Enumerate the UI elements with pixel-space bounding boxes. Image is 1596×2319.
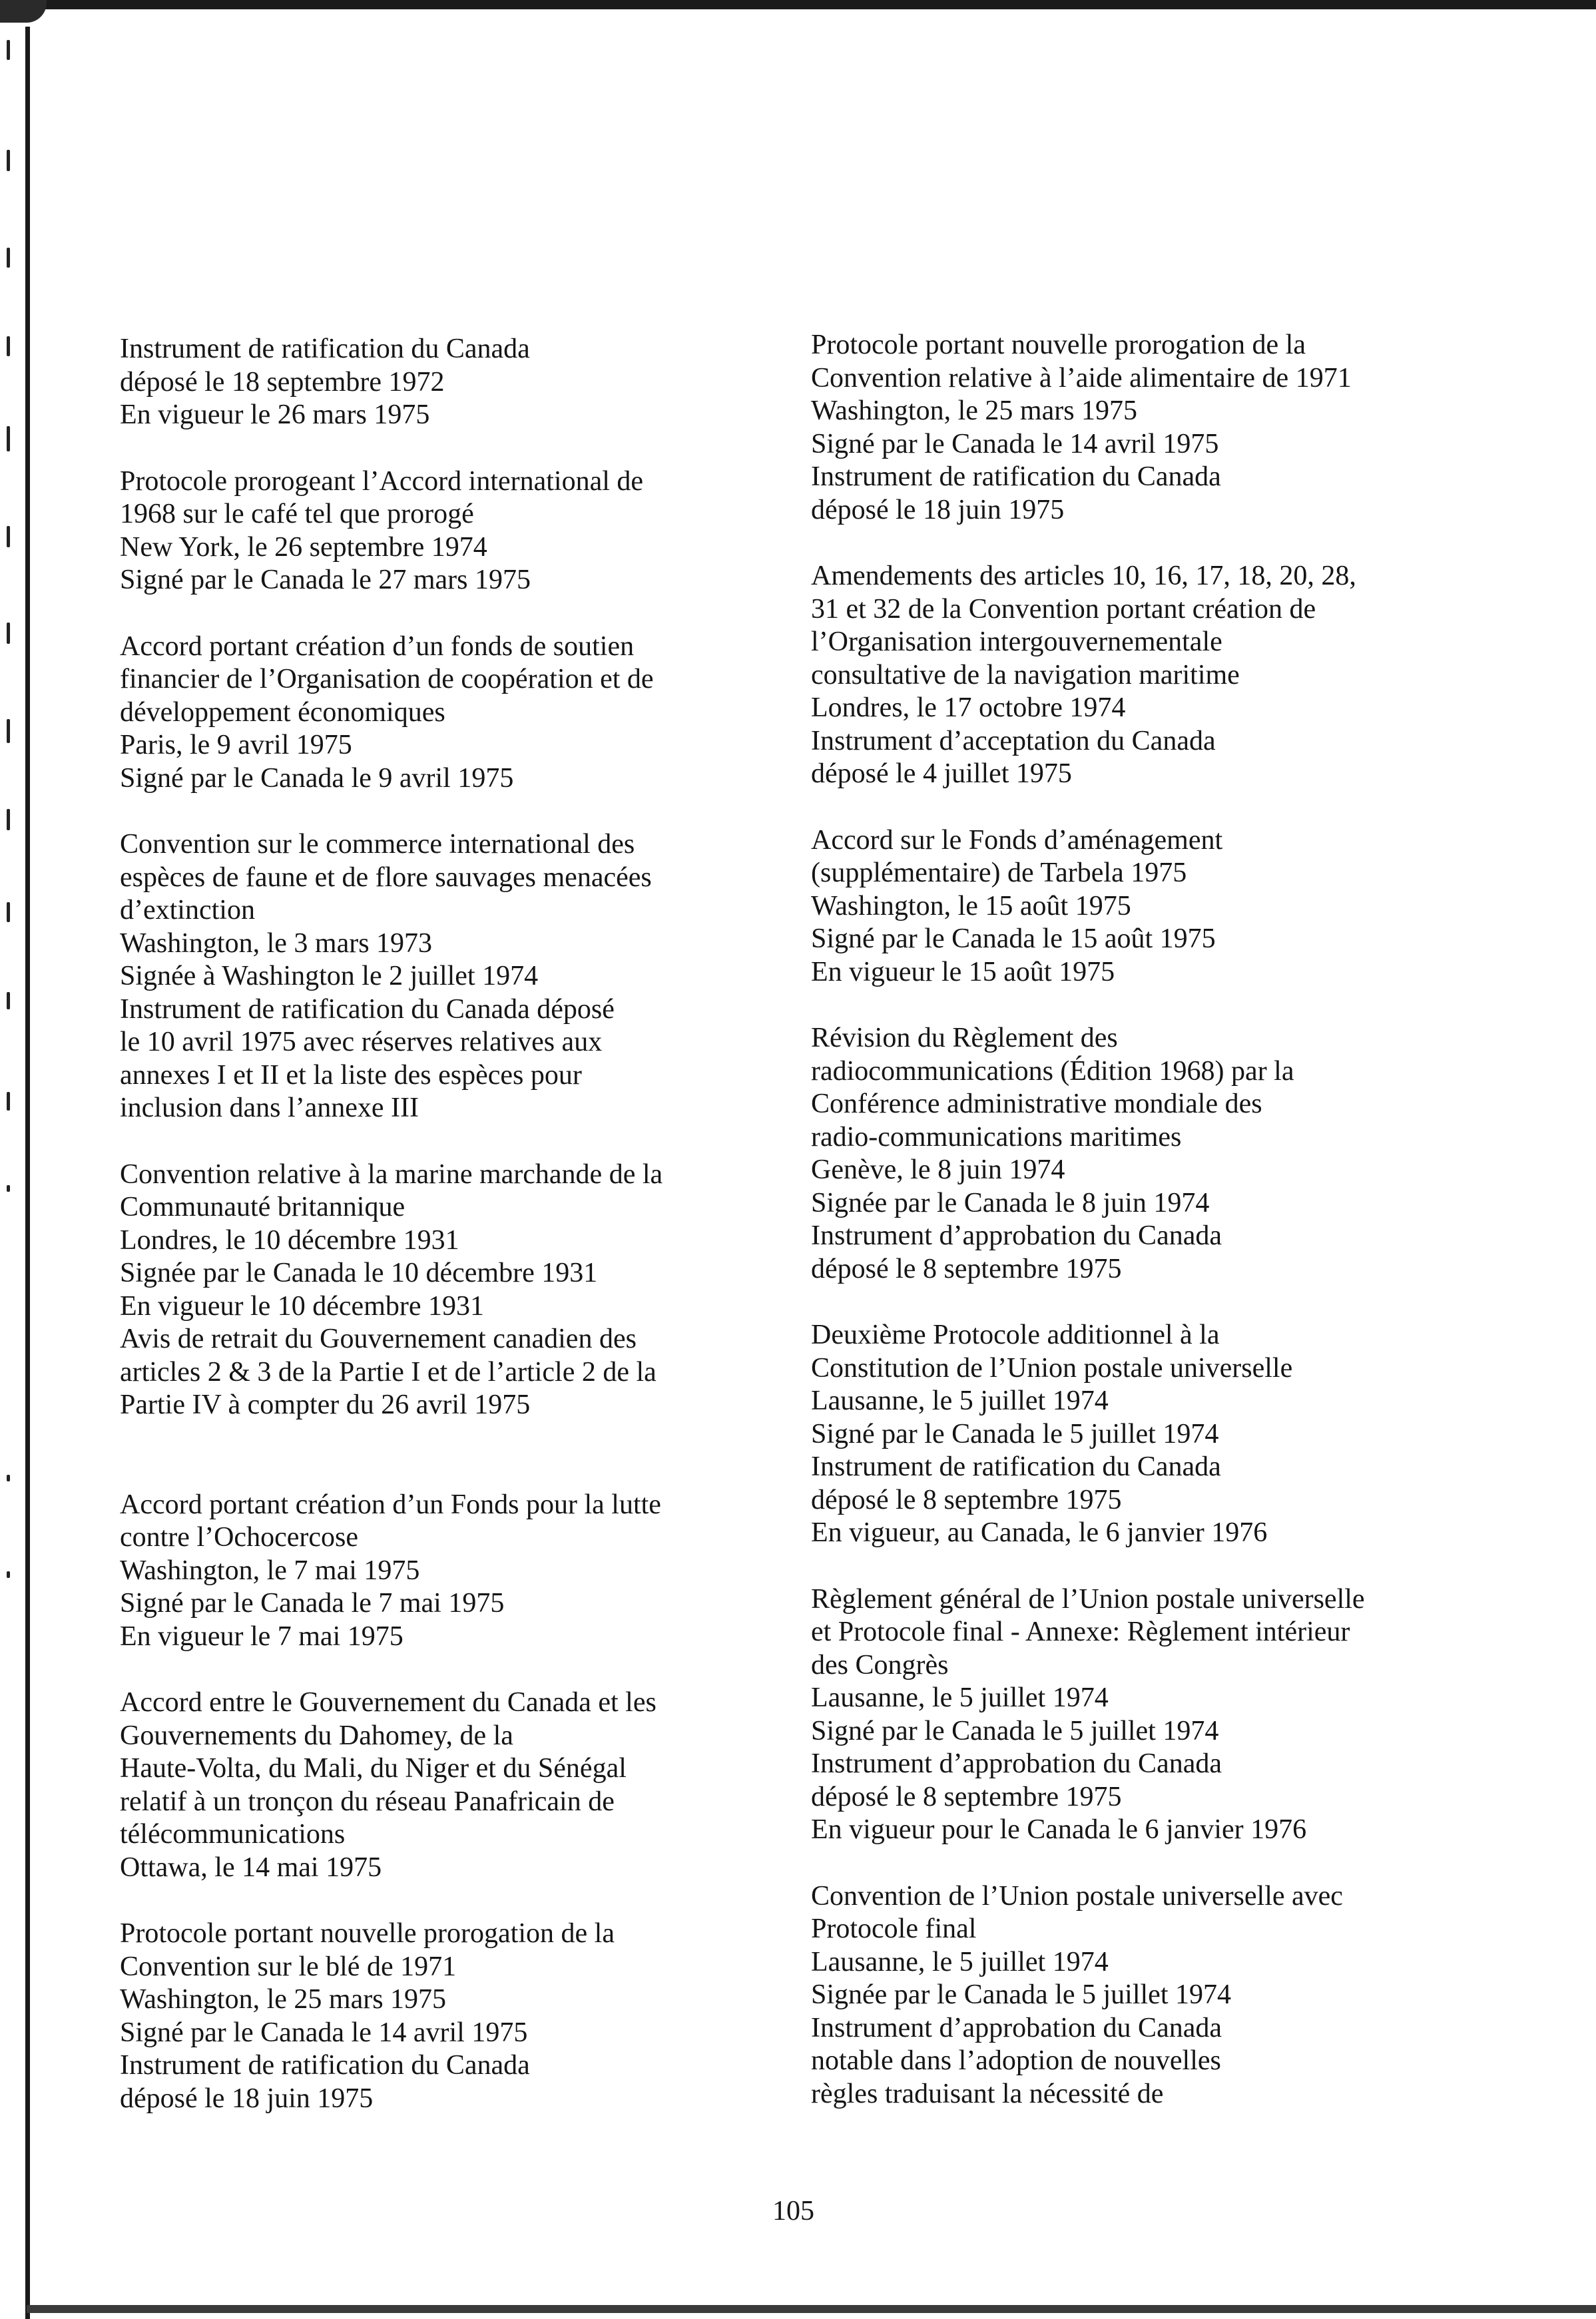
entry-line: Amendements des articles 10, 16, 17, 18, 20, 28, — [811, 561, 1356, 591]
entry-line: consultative de la navigation maritime — [811, 659, 1240, 690]
entry-line: Lausanne, le 5 juillet 1974 — [811, 1682, 1109, 1713]
treaty-entry — [811, 824, 1530, 989]
treaty-entry — [120, 333, 786, 432]
entry-line: Signée par le Canada le 10 décembre 1931 — [120, 1258, 598, 1288]
entry-line: 1968 sur le café tel que prorogé — [120, 499, 474, 529]
treaty-entry — [120, 1686, 786, 1884]
entry-line: Washington, le 7 mai 1975 — [120, 1555, 420, 1586]
scan-top-edge — [0, 0, 1596, 9]
entry-line: et Protocole final - Annexe: Règlement intérieur — [811, 1617, 1350, 1647]
entry-line: déposé le 4 juillet 1975 — [811, 758, 1072, 789]
entry-line: Instrument de ratification du Canada déposé — [120, 993, 615, 1025]
entry-line: En vigueur le 7 mai 1975 — [120, 1621, 403, 1652]
binding-mark — [7, 150, 10, 171]
treaty-entry — [811, 1319, 1530, 1550]
entry-line: le 10 avril 1975 avec réserves relatives aux — [120, 1027, 603, 1057]
entry-line: radio-communications maritimes — [811, 1121, 1182, 1153]
entry-line: l’Organisation intergouvernementale — [811, 627, 1222, 657]
entry-line: radiocommunications (Édition 1968) par la — [811, 1055, 1294, 1087]
entry-line: Convention de l’Union postale universelle avec — [811, 1880, 1343, 1912]
entry-line: Instrument de ratification du Canada — [120, 334, 530, 364]
entry-line: Signé par le Canada le 5 juillet 1974 — [811, 1418, 1219, 1449]
entry-line: Avis de retrait du Gouvernement canadien des — [120, 1324, 637, 1354]
treaty-entry — [811, 1022, 1530, 1286]
treaty-entry — [120, 1489, 786, 1654]
entry-line: Washington, le 15 août 1975 — [811, 890, 1131, 921]
binding-mark — [7, 336, 10, 356]
entry-line: Accord entre le Gouvernement du Canada et les — [120, 1687, 657, 1718]
entry-line: Instrument de ratification du Canada — [120, 2050, 530, 2081]
entry-line: Signée par le Canada le 8 juin 1974 — [811, 1187, 1210, 1218]
entry-line: Paris, le 9 avril 1975 — [120, 730, 352, 760]
entry-line: Signé par le Canada le 7 mai 1975 — [120, 1588, 505, 1619]
treaty-entry — [811, 1583, 1530, 1847]
entry-line: Instrument de ratification du Canada — [811, 1451, 1221, 1482]
entry-line: déposé le 8 septembre 1975 — [811, 1484, 1122, 1515]
treaty-entry — [120, 1918, 786, 2115]
treaty-entry — [811, 329, 1530, 527]
entry-line: relatif à un tronçon du réseau Panafricain de — [120, 1786, 615, 1817]
entry-line: Protocole portant nouvelle prorogation de la — [811, 330, 1306, 360]
entry-line: Ottawa, le 14 mai 1975 — [120, 1852, 382, 1883]
binding-mark — [7, 902, 10, 922]
entry-line: Communauté britannique — [120, 1192, 405, 1222]
entry-line: Instrument de ratification du Canada — [811, 461, 1221, 492]
entry-line: inclusion dans l’annexe III — [120, 1093, 419, 1123]
entry-line: Protocole prorogeant l’Accord international de — [120, 465, 644, 497]
scan-left-edge — [25, 27, 30, 2319]
binding-mark — [7, 719, 10, 743]
left-column — [120, 333, 786, 2115]
entry-line: Convention relative à la marine marchande de la — [120, 1159, 663, 1190]
treaty-entry — [811, 1880, 1530, 2111]
treaty-entry — [811, 560, 1530, 791]
entry-line: Haute-Volta, du Mali, du Niger et du Sénégal — [120, 1753, 627, 1784]
entry-line: Instrument d’acceptation du Canada — [811, 725, 1216, 756]
entry-line: Convention sur le blé de 1971 — [120, 1951, 457, 1982]
entry-line: Washington, le 3 mars 1973 — [120, 927, 433, 959]
entry-line: Deuxième Protocole additionnel à la — [811, 1320, 1220, 1350]
entry-line: Conférence administrative mondiale des — [811, 1089, 1262, 1119]
entry-line: 31 et 32 de la Convention portant création de — [811, 593, 1316, 625]
entry-line: Accord sur le Fonds d’aménagement — [811, 824, 1223, 856]
binding-mark — [7, 623, 10, 644]
page-number: 105 — [772, 2196, 814, 2226]
entry-line: articles 2 & 3 de la Partie I et de l’article 2 de la — [120, 1356, 657, 1388]
entry-line: déposé le 8 septembre 1975 — [811, 1781, 1122, 1812]
treaty-entry — [120, 1159, 786, 1422]
right-column — [811, 329, 1530, 2111]
entry-line: Protocole portant nouvelle prorogation de la — [120, 1918, 615, 1949]
entry-line: New York, le 26 septembre 1974 — [120, 531, 487, 563]
binding-mark — [7, 992, 10, 1009]
entry-line: Washington, le 25 mars 1975 — [811, 395, 1138, 426]
entry-line: Lausanne, le 5 juillet 1974 — [811, 1386, 1109, 1416]
entry-line: Signé par le Canada le 27 mars 1975 — [120, 565, 531, 595]
binding-mark — [7, 526, 10, 547]
entry-line: déposé le 18 juin 1975 — [120, 2083, 374, 2114]
entry-line: déposé le 18 juin 1975 — [811, 494, 1065, 525]
entry-line: financier de l’Organisation de coopération et de — [120, 664, 654, 694]
entry-line: Partie IV à compter du 26 avril 1975 — [120, 1390, 531, 1420]
treaty-entry — [120, 465, 786, 597]
binding-mark — [7, 40, 10, 60]
entry-line: Signé par le Canada le 9 avril 1975 — [120, 762, 514, 794]
entry-line: Révision du Règlement des — [811, 1023, 1118, 1053]
treaty-entry — [120, 631, 786, 796]
entry-line: Genève, le 8 juin 1974 — [811, 1155, 1065, 1185]
entry-line: Londres, le 17 octobre 1974 — [811, 692, 1126, 723]
entry-line: règles traduisant la nécessité de — [811, 2078, 1164, 2109]
entry-line: En vigueur le 15 août 1975 — [811, 956, 1115, 987]
entry-line: Constitution de l’Union postale universelle — [811, 1352, 1293, 1384]
entry-line: Signé par le Canada le 15 août 1975 — [811, 923, 1216, 954]
treaty-entry — [120, 828, 786, 1125]
entry-line: Instrument d’approbation du Canada — [811, 2012, 1222, 2043]
entry-line: notable dans l’adoption de nouvelles — [811, 2045, 1221, 2076]
entry-line: Lausanne, le 5 juillet 1974 — [811, 1946, 1109, 1977]
entry-line: Signée à Washington le 2 juillet 1974 — [120, 961, 539, 991]
entry-line: déposé le 18 septembre 1972 — [120, 366, 445, 397]
entry-line: Gouvernements du Dahomey, de la — [120, 1720, 513, 1751]
entry-line: télécommunications — [120, 1819, 346, 1850]
entry-line: En vigueur le 10 décembre 1931 — [120, 1290, 484, 1322]
entry-line: Londres, le 10 décembre 1931 — [120, 1224, 459, 1256]
binding-mark — [7, 248, 10, 268]
binding-mark — [7, 1571, 10, 1578]
entry-line: Signé par le Canada le 14 avril 1975 — [811, 428, 1219, 459]
binding-mark — [7, 1475, 10, 1481]
entry-line: Règlement général de l’Union postale universelle — [811, 1583, 1365, 1615]
entry-line: En vigueur le 26 mars 1975 — [120, 399, 430, 430]
entry-line: contre l’Ochocercose — [120, 1522, 358, 1553]
scan-corner-smudge — [0, 0, 47, 23]
entry-line: Signé par le Canada le 5 juillet 1974 — [811, 1715, 1219, 1746]
entry-line: En vigueur, au Canada, le 6 janvier 1976 — [811, 1517, 1268, 1548]
entry-line: En vigueur pour le Canada le 6 janvier 1976 — [811, 1814, 1307, 1845]
binding-mark — [7, 1092, 10, 1111]
binding-mark — [7, 426, 10, 451]
entry-line: (supplémentaire) de Tarbela 1975 — [811, 858, 1187, 888]
entry-line: Washington, le 25 mars 1975 — [120, 1984, 447, 2015]
binding-mark — [7, 1185, 10, 1192]
scan-bottom-edge — [27, 2305, 1596, 2313]
entry-line: Signée par le Canada le 5 juillet 1974 — [811, 1979, 1231, 2010]
entry-line: d’extinction — [120, 895, 255, 925]
entry-line: Convention sur le commerce international des — [120, 829, 635, 860]
entry-line: Accord portant création d’un Fonds pour la lutte — [120, 1489, 661, 1520]
entry-line: Protocole final — [811, 1914, 977, 1944]
entry-line: Convention relative à l’aide alimentaire de 1971 — [811, 362, 1352, 393]
entry-line: Instrument d’approbation du Canada — [811, 1220, 1222, 1251]
entry-line: des Congrès — [811, 1649, 949, 1680]
entry-line: annexes I et II et la liste des espèces pour — [120, 1059, 582, 1091]
entry-line: espèces de faune et de flore sauvages menacées — [120, 862, 652, 893]
entry-line: Accord portant création d’un fonds de soutien — [120, 631, 635, 662]
entry-line: développement économiques — [120, 696, 445, 728]
entry-line: déposé le 8 septembre 1975 — [811, 1253, 1122, 1284]
entry-line: Instrument d’approbation du Canada — [811, 1748, 1222, 1779]
binding-mark — [7, 809, 10, 830]
entry-line: Signé par le Canada le 14 avril 1975 — [120, 2017, 528, 2048]
